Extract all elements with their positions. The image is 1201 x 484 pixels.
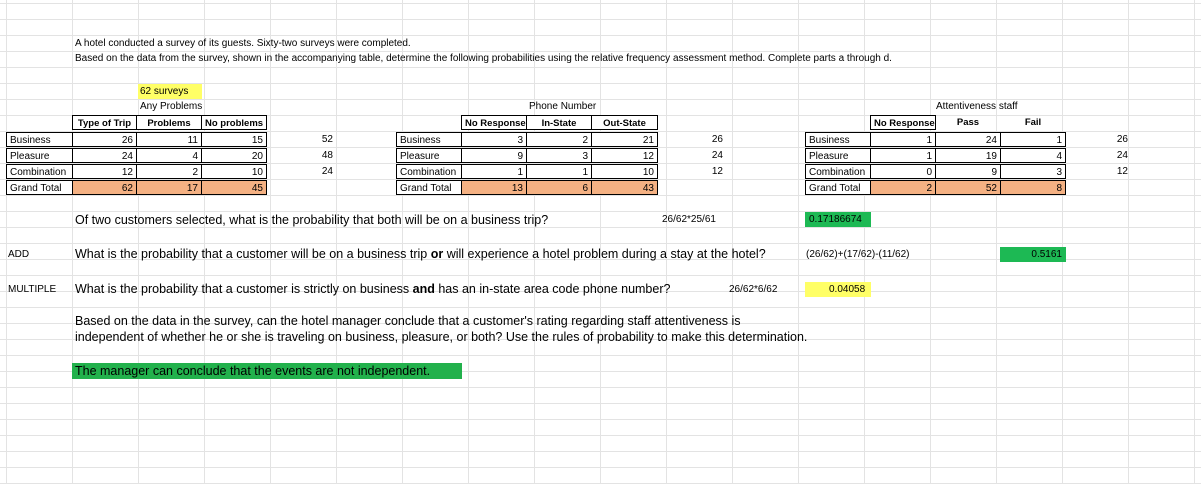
t2-row-label-pleasure[interactable]: Pleasure <box>396 148 462 163</box>
pass-business[interactable]: 24 <box>935 132 1001 147</box>
t2-row-label-combination[interactable]: Combination <box>396 164 462 179</box>
question-2-answer[interactable]: 0.5161 <box>1000 247 1066 262</box>
phone-no-response-header[interactable]: No Response <box>461 115 527 130</box>
in-state-business[interactable]: 2 <box>526 132 592 147</box>
table1-side-total-business[interactable]: 52 <box>321 134 333 145</box>
fail-total[interactable]: 8 <box>1000 180 1066 195</box>
table2-side-total-business[interactable]: 26 <box>711 134 723 145</box>
t3-row-label-business[interactable]: Business <box>805 132 871 147</box>
attentive-no-response-total[interactable]: 2 <box>870 180 936 195</box>
question-4-line-1: Based on the data in the survey, can the hotel manager conclude that a customer's rating regarding staff attentiveness is <box>75 314 741 328</box>
attentive-no-response-business[interactable]: 1 <box>870 132 936 147</box>
phone-no-response-pleasure[interactable]: 9 <box>461 148 527 163</box>
question-4-line-2: independent of whether he or she is traveling on business, pleasure, or both? Use the rules of probability to make this determination. <box>75 330 808 344</box>
fail-pleasure[interactable]: 4 <box>1000 148 1066 163</box>
question-3-formula[interactable]: 26/62*6/62 <box>729 284 778 295</box>
no-problems-business[interactable]: 15 <box>201 132 267 147</box>
question-4-answer[interactable]: The manager can conclude that the events are not independent. <box>72 363 462 379</box>
row-label-grand-total[interactable]: Grand Total <box>6 180 73 195</box>
in-state-header[interactable]: In-State <box>526 115 592 130</box>
out-state-pleasure[interactable]: 12 <box>591 148 658 163</box>
question-1-text: Of two customers selected, what is the probability that both will be on a business trip? <box>75 213 549 227</box>
multiple-label: MULTIPLE <box>8 284 57 295</box>
question-2-text: What is the probability that a customer will be on a business trip or will experience a hotel problem during a stay at the hotel? <box>75 247 766 261</box>
table1-side-total-combination[interactable]: 24 <box>321 166 333 177</box>
surveys-count-cell[interactable]: 62 surveys <box>138 84 202 99</box>
intro-line-1: A hotel conducted a survey of its guests. Sixty-two surveys were completed. <box>75 38 411 49</box>
problems-pleasure[interactable]: 4 <box>136 148 202 163</box>
intro-line-2: Based on the data from the survey, shown in the accompanying table, determine the following probabilities using the relative frequency assessment method. Complete parts a through d. <box>75 53 892 64</box>
question-3-text: What is the probability that a customer is strictly on business and has an in-state area code phone number? <box>75 282 671 296</box>
out-state-combination[interactable]: 10 <box>591 164 658 179</box>
attentiveness-header: Attentiveness staff <box>936 101 1018 112</box>
problems-header[interactable]: Problems <box>136 115 202 130</box>
fail-combination[interactable]: 3 <box>1000 164 1066 179</box>
question-3-answer[interactable]: 0.04058 <box>805 282 871 297</box>
in-state-total[interactable]: 6 <box>526 180 592 195</box>
type-of-trip-total[interactable]: 62 <box>72 180 137 195</box>
t3-row-label-pleasure[interactable]: Pleasure <box>805 148 871 163</box>
pass-combination[interactable]: 9 <box>935 164 1001 179</box>
type-of-trip-combination[interactable]: 12 <box>72 164 137 179</box>
question-1-formula[interactable]: 26/62*25/61 <box>662 214 716 225</box>
attentive-no-response-header[interactable]: No Response <box>870 115 936 130</box>
in-state-pleasure[interactable]: 3 <box>526 148 592 163</box>
problems-combination[interactable]: 2 <box>136 164 202 179</box>
attentive-no-response-combination[interactable]: 0 <box>870 164 936 179</box>
table3-side-total-business[interactable]: 26 <box>1116 134 1128 145</box>
attentive-no-response-pleasure[interactable]: 1 <box>870 148 936 163</box>
problems-total[interactable]: 17 <box>136 180 202 195</box>
fail-business[interactable]: 1 <box>1000 132 1066 147</box>
t2-row-label-grand-total[interactable]: Grand Total <box>396 180 462 195</box>
no-problems-total[interactable]: 45 <box>201 180 267 195</box>
t2-row-label-business[interactable]: Business <box>396 132 462 147</box>
out-state-header[interactable]: Out-State <box>591 115 658 130</box>
row-label-combination[interactable]: Combination <box>6 164 73 179</box>
table3-side-total-combination[interactable]: 12 <box>1116 166 1128 177</box>
out-state-business[interactable]: 21 <box>591 132 658 147</box>
type-of-trip-business[interactable]: 26 <box>72 132 137 147</box>
phone-no-response-total[interactable]: 13 <box>461 180 527 195</box>
t3-row-label-combination[interactable]: Combination <box>805 164 871 179</box>
row-label-pleasure[interactable]: Pleasure <box>6 148 73 163</box>
add-label: ADD <box>8 249 30 260</box>
any-problems-header: Any Problems <box>140 101 203 112</box>
no-problems-header[interactable]: No problems <box>201 115 267 130</box>
out-state-total[interactable]: 43 <box>591 180 658 195</box>
type-of-trip-header[interactable]: Type of Trip <box>72 115 137 130</box>
row-label-business[interactable]: Business <box>6 132 73 147</box>
table2-side-total-pleasure[interactable]: 24 <box>711 150 723 161</box>
pass-total[interactable]: 52 <box>935 180 1001 195</box>
t3-row-label-grand-total[interactable]: Grand Total <box>805 180 871 195</box>
phone-number-header: Phone Number <box>529 101 597 112</box>
fail-header[interactable]: Fail <box>1024 117 1042 128</box>
question-1-answer[interactable]: 0.17186674 <box>805 212 871 227</box>
phone-no-response-combination[interactable]: 1 <box>461 164 527 179</box>
type-of-trip-pleasure[interactable]: 24 <box>72 148 137 163</box>
table2-side-total-combination[interactable]: 12 <box>711 166 723 177</box>
pass-header[interactable]: Pass <box>956 117 980 128</box>
table1-side-total-pleasure[interactable]: 48 <box>321 150 333 161</box>
problems-business[interactable]: 11 <box>136 132 202 147</box>
in-state-combination[interactable]: 1 <box>526 164 592 179</box>
question-2-formula[interactable]: (26/62)+(17/62)-(11/62) <box>806 249 910 260</box>
phone-no-response-business[interactable]: 3 <box>461 132 527 147</box>
table3-side-total-pleasure[interactable]: 24 <box>1116 150 1128 161</box>
no-problems-combination[interactable]: 10 <box>201 164 267 179</box>
pass-pleasure[interactable]: 19 <box>935 148 1001 163</box>
no-problems-pleasure[interactable]: 20 <box>201 148 267 163</box>
